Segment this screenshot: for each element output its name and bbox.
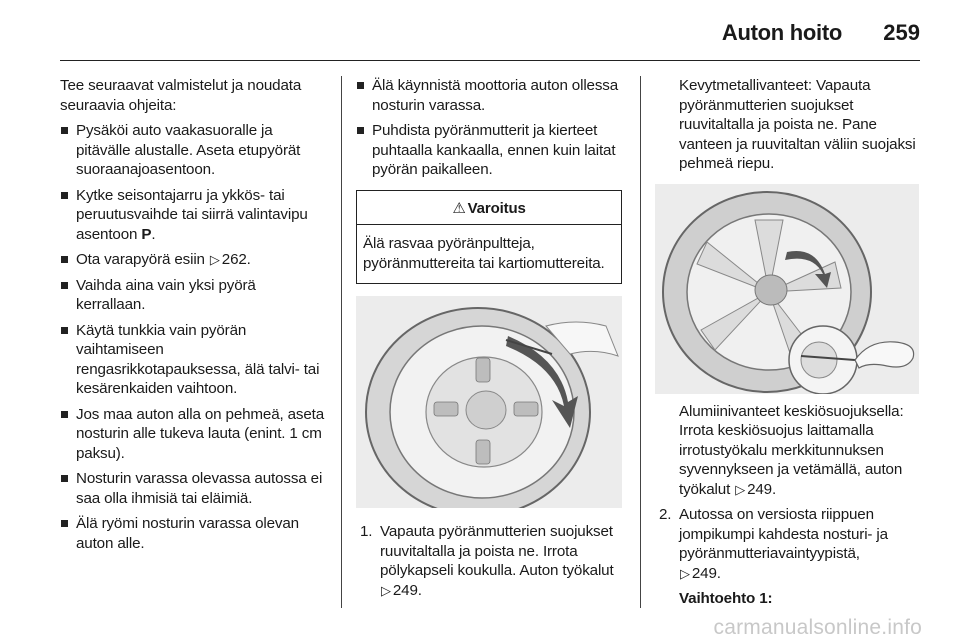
list-item: Puhdista pyöränmutterit ja kierteet puhtaalla kankaalla, ennen kuin laitat pyörän paikalleen. xyxy=(356,121,622,180)
bullet-square-icon xyxy=(61,411,68,418)
page-header xyxy=(60,14,920,61)
warning-triangle-icon: ⚠ xyxy=(452,199,466,217)
list-item: Kytke seisontajarru ja ykkös- tai peruutusvaihde tai siirrä valintavipu asentoon P. xyxy=(60,186,326,245)
warning-box xyxy=(356,190,622,285)
page-reference-link[interactable]: 249. xyxy=(691,564,721,582)
column-divider xyxy=(341,76,342,608)
variant-heading: Vaihtoehto 1: xyxy=(679,590,773,607)
list-item: Älä käynnistä moottoria auton ollessa nosturin varassa. xyxy=(356,76,622,115)
list-item: Ota varapyörä esiin ▷ 262. xyxy=(60,250,326,270)
list-item: Nosturin varassa olevassa autossa ei saa olla ihmisiä tai eläimiä. xyxy=(60,469,326,508)
list-item: Jos maa auton alla on pehmeä, aseta nosturin alle tukeva lauta (enint. 1 cm paksu). xyxy=(60,405,326,464)
column-divider xyxy=(640,76,641,608)
step-item: 1. Vapauta pyöränmutterien suojukset ruuvitaltalla ja poista ne. Irrota pölykapseli koukulla. Auton työkalut ▷ 249. xyxy=(360,523,614,599)
alloy-wheel-text: Kevytmetallivanteet: Vapauta pyöränmutterien suojukset ruuvitaltalla ja poista ne. Pane vanteen ja ruuvitaltan väliin suojaksi pehmeä riepu. xyxy=(679,77,916,172)
warning-body: Älä rasvaa pyöränpultteja, pyöränmuttereita tai kartiomuttereita. xyxy=(363,235,605,272)
preparation-list xyxy=(60,121,326,553)
bullet-square-icon xyxy=(61,327,68,334)
step-number: 2. xyxy=(659,506,672,523)
step-item: 2. Autossa on versiosta riippuen jompikumpi kahdesta nosturi- ja pyöränmutteriavaintyypistä, ▷ 249. xyxy=(659,506,888,582)
list-item: Vaihda aina vain yksi pyörä kerrallaan. xyxy=(60,276,326,315)
page-reference-link[interactable]: 249. xyxy=(392,581,422,599)
alloy-wheel-drawing xyxy=(655,184,919,394)
watermark: carmanualsonline.info xyxy=(713,616,922,639)
bullet-square-icon xyxy=(61,256,68,263)
bullet-square-icon xyxy=(357,82,364,89)
bullet-square-icon xyxy=(61,520,68,527)
warning-title: ⚠ Varoitus xyxy=(357,191,621,226)
center-cap-caption: Alumiinivanteet keskiösuojuksella: Irrota keskiösuojus laittamalla irrotustyökalu merkkitunnuksen syvennykseen ja vetämällä, auton työkalut ▷ 249. xyxy=(679,402,904,498)
wheel-cover-drawing xyxy=(356,296,622,508)
triangle-right-icon: ▷ xyxy=(735,481,746,497)
page-reference-link[interactable]: 262. xyxy=(221,251,251,268)
list-item: Pysäköi auto vaakasuoralle ja pitävälle alustalle. Aseta etupyörät suoraanajoasentoon. xyxy=(60,121,326,180)
list-item: Älä ryömi nosturin varassa olevan auton alle. xyxy=(60,514,326,553)
bullet-square-icon xyxy=(61,127,68,134)
step-number: 1. xyxy=(360,523,373,540)
list-item: Käytä tunkkia vain pyörän vaihtamiseen rengasrikkotapauksessa, älä talvi- tai kesärenkaiden vaihtoon. xyxy=(60,321,326,399)
triangle-right-icon: ▷ xyxy=(680,565,690,581)
triangle-right-icon: ▷ xyxy=(381,582,391,598)
intro-text: Tee seuraavat valmistelut ja noudata seuraavia ohjeita: xyxy=(60,77,302,114)
column-1 xyxy=(60,76,326,553)
bullet-square-icon xyxy=(61,192,68,199)
steps-list xyxy=(356,522,622,600)
column-3 xyxy=(655,76,921,609)
bullet-square-icon xyxy=(61,475,68,482)
page-title: Auton hoito xyxy=(721,20,842,45)
alloy-wheel-illustration xyxy=(655,184,919,394)
wheel-cover-illustration xyxy=(356,296,622,508)
column-2 xyxy=(356,76,622,600)
safety-list xyxy=(356,76,622,180)
steps-list xyxy=(655,505,921,583)
page-number: 259 xyxy=(883,20,920,45)
triangle-right-icon: ▷ xyxy=(209,252,220,267)
bullet-square-icon xyxy=(357,127,364,134)
gear-position-p: P xyxy=(141,225,152,243)
bullet-square-icon xyxy=(61,282,68,289)
page-reference-link[interactable]: 249. xyxy=(747,480,777,498)
